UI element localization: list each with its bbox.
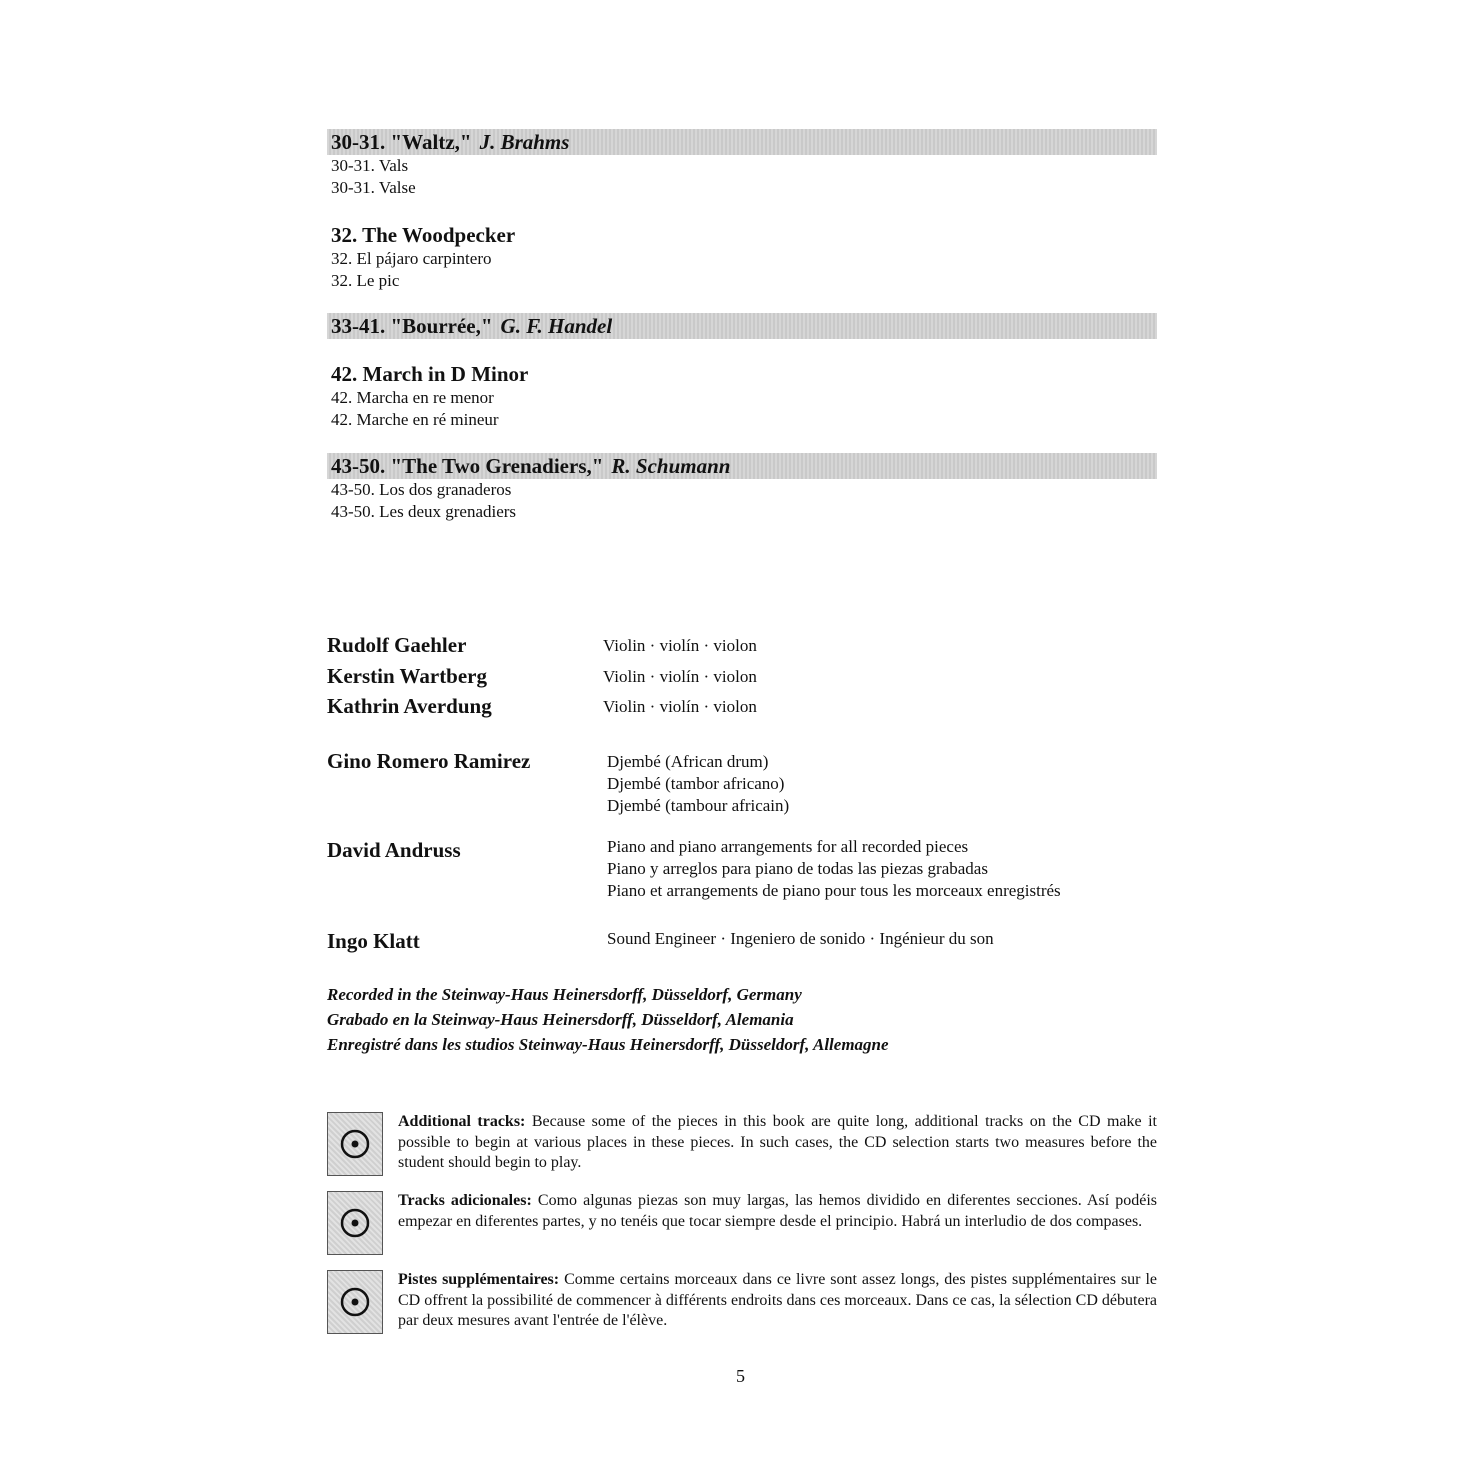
track-heading bbox=[327, 129, 1157, 155]
track-heading bbox=[327, 453, 1157, 479]
track-subtitle-fr: 30-31. Valse bbox=[331, 178, 416, 197]
track-subtitle-es: 30-31. Vals bbox=[331, 156, 409, 175]
note-text bbox=[398, 1191, 1157, 1232]
track-entry bbox=[327, 361, 1157, 431]
recording-location bbox=[327, 982, 889, 1057]
credit-name: David Andruss bbox=[327, 838, 461, 862]
track-entry bbox=[327, 313, 1157, 339]
track-composer: R. Schumann bbox=[611, 454, 731, 478]
track-title: 42. March in D Minor bbox=[331, 362, 529, 386]
credit-name: Ingo Klatt bbox=[327, 929, 420, 953]
credit-name: Kathrin Averdung bbox=[327, 694, 492, 718]
credit-role: Violin · violín · violon bbox=[603, 697, 757, 716]
track-heading bbox=[327, 222, 1157, 248]
track-entry bbox=[327, 222, 1157, 292]
note-heading: Pistes supplémentaires: bbox=[398, 1271, 560, 1288]
track-composer: J. Brahms bbox=[479, 130, 570, 154]
note-heading: Tracks adicionales: bbox=[398, 1192, 532, 1209]
note-heading: Additional tracks: bbox=[398, 1113, 526, 1130]
track-entry bbox=[327, 129, 1157, 199]
credit-role: Sound Engineer · Ingeniero de sonido · Ingénieur du son bbox=[607, 929, 994, 948]
credit-role: Piano y arreglos para piano de todas las piezas grabadas bbox=[607, 859, 988, 878]
note-body: Comme certains morceaux dans ce livre sont assez longs, des pistes supplémentaires sur le CD offrent la possibilité de commencer à différents endroits dans ces morceaux. Dans ce cas, la sélection CD débutera par deux mesures avant l'entrée de l'élève. bbox=[398, 1271, 1158, 1329]
cd-track-icon bbox=[327, 1112, 383, 1176]
track-composer: G. F. Handel bbox=[500, 314, 613, 338]
track-subtitle-es: 32. El pájaro carpintero bbox=[331, 249, 492, 268]
credit-role: Djembé (tambour africain) bbox=[607, 796, 790, 815]
credit-name: Rudolf Gaehler bbox=[327, 633, 467, 657]
credit-role: Violin · violín · violon bbox=[603, 636, 757, 655]
credit-name: Kerstin Wartberg bbox=[327, 664, 488, 688]
track-subtitle-es: 43-50. Los dos granaderos bbox=[331, 480, 512, 499]
track-title: 30-31. "Waltz," bbox=[331, 130, 472, 154]
cd-track-icon bbox=[327, 1191, 383, 1255]
credit-role: Violin · violín · violon bbox=[603, 667, 757, 686]
track-heading bbox=[327, 361, 1157, 387]
note-text bbox=[398, 1270, 1157, 1332]
recording-location-en: Recorded in the Steinway-Haus Heinersdorff, Düsseldorf, Germany bbox=[327, 985, 802, 1004]
note-text bbox=[398, 1112, 1157, 1174]
note-body: Como algunas piezas son muy largas, las hemos dividido en diferentes secciones. Así podéis empezar en diferentes partes, y no tenéis que tocar siempre desde el principio. Habrá un interludio de dos compases. bbox=[398, 1192, 1158, 1230]
track-subtitle-fr: 43-50. Les deux grenadiers bbox=[331, 502, 517, 521]
credit-role: Piano and piano arrangements for all recorded pieces bbox=[607, 837, 969, 856]
track-subtitle-fr: 42. Marche en ré mineur bbox=[331, 410, 499, 429]
cd-track-icon bbox=[327, 1270, 383, 1334]
credit-role: Piano et arrangements de piano pour tous les morceaux enregistrés bbox=[607, 881, 1061, 900]
recording-location-es: Grabado en la Steinway-Haus Heinersdorff, Düsseldorf, Alemania bbox=[327, 1010, 794, 1029]
track-title: 43-50. "The Two Grenadiers," bbox=[331, 454, 604, 478]
track-subtitle-fr: 32. Le pic bbox=[331, 271, 400, 290]
track-title: 32. The Woodpecker bbox=[331, 223, 516, 247]
recording-location-fr: Enregistré dans les studios Steinway-Haus Heinersdorff, Düsseldorf, Allemagne bbox=[327, 1035, 889, 1054]
note-body: Because some of the pieces in this book are quite long, additional tracks on the CD make it possible to begin at various places in these pieces. In such cases, the CD selection starts two measures before the student should begin to play. bbox=[398, 1113, 1158, 1171]
track-entry bbox=[327, 453, 1157, 523]
credit-role: Djembé (African drum) bbox=[607, 752, 769, 771]
track-title: 33-41. "Bourrée," bbox=[331, 314, 493, 338]
page-number: 5 bbox=[736, 1366, 745, 1386]
credit-role: Djembé (tambor africano) bbox=[607, 774, 785, 793]
track-subtitle-es: 42. Marcha en re menor bbox=[331, 388, 494, 407]
track-heading bbox=[327, 313, 1157, 339]
credit-name: Gino Romero Ramirez bbox=[327, 749, 531, 773]
